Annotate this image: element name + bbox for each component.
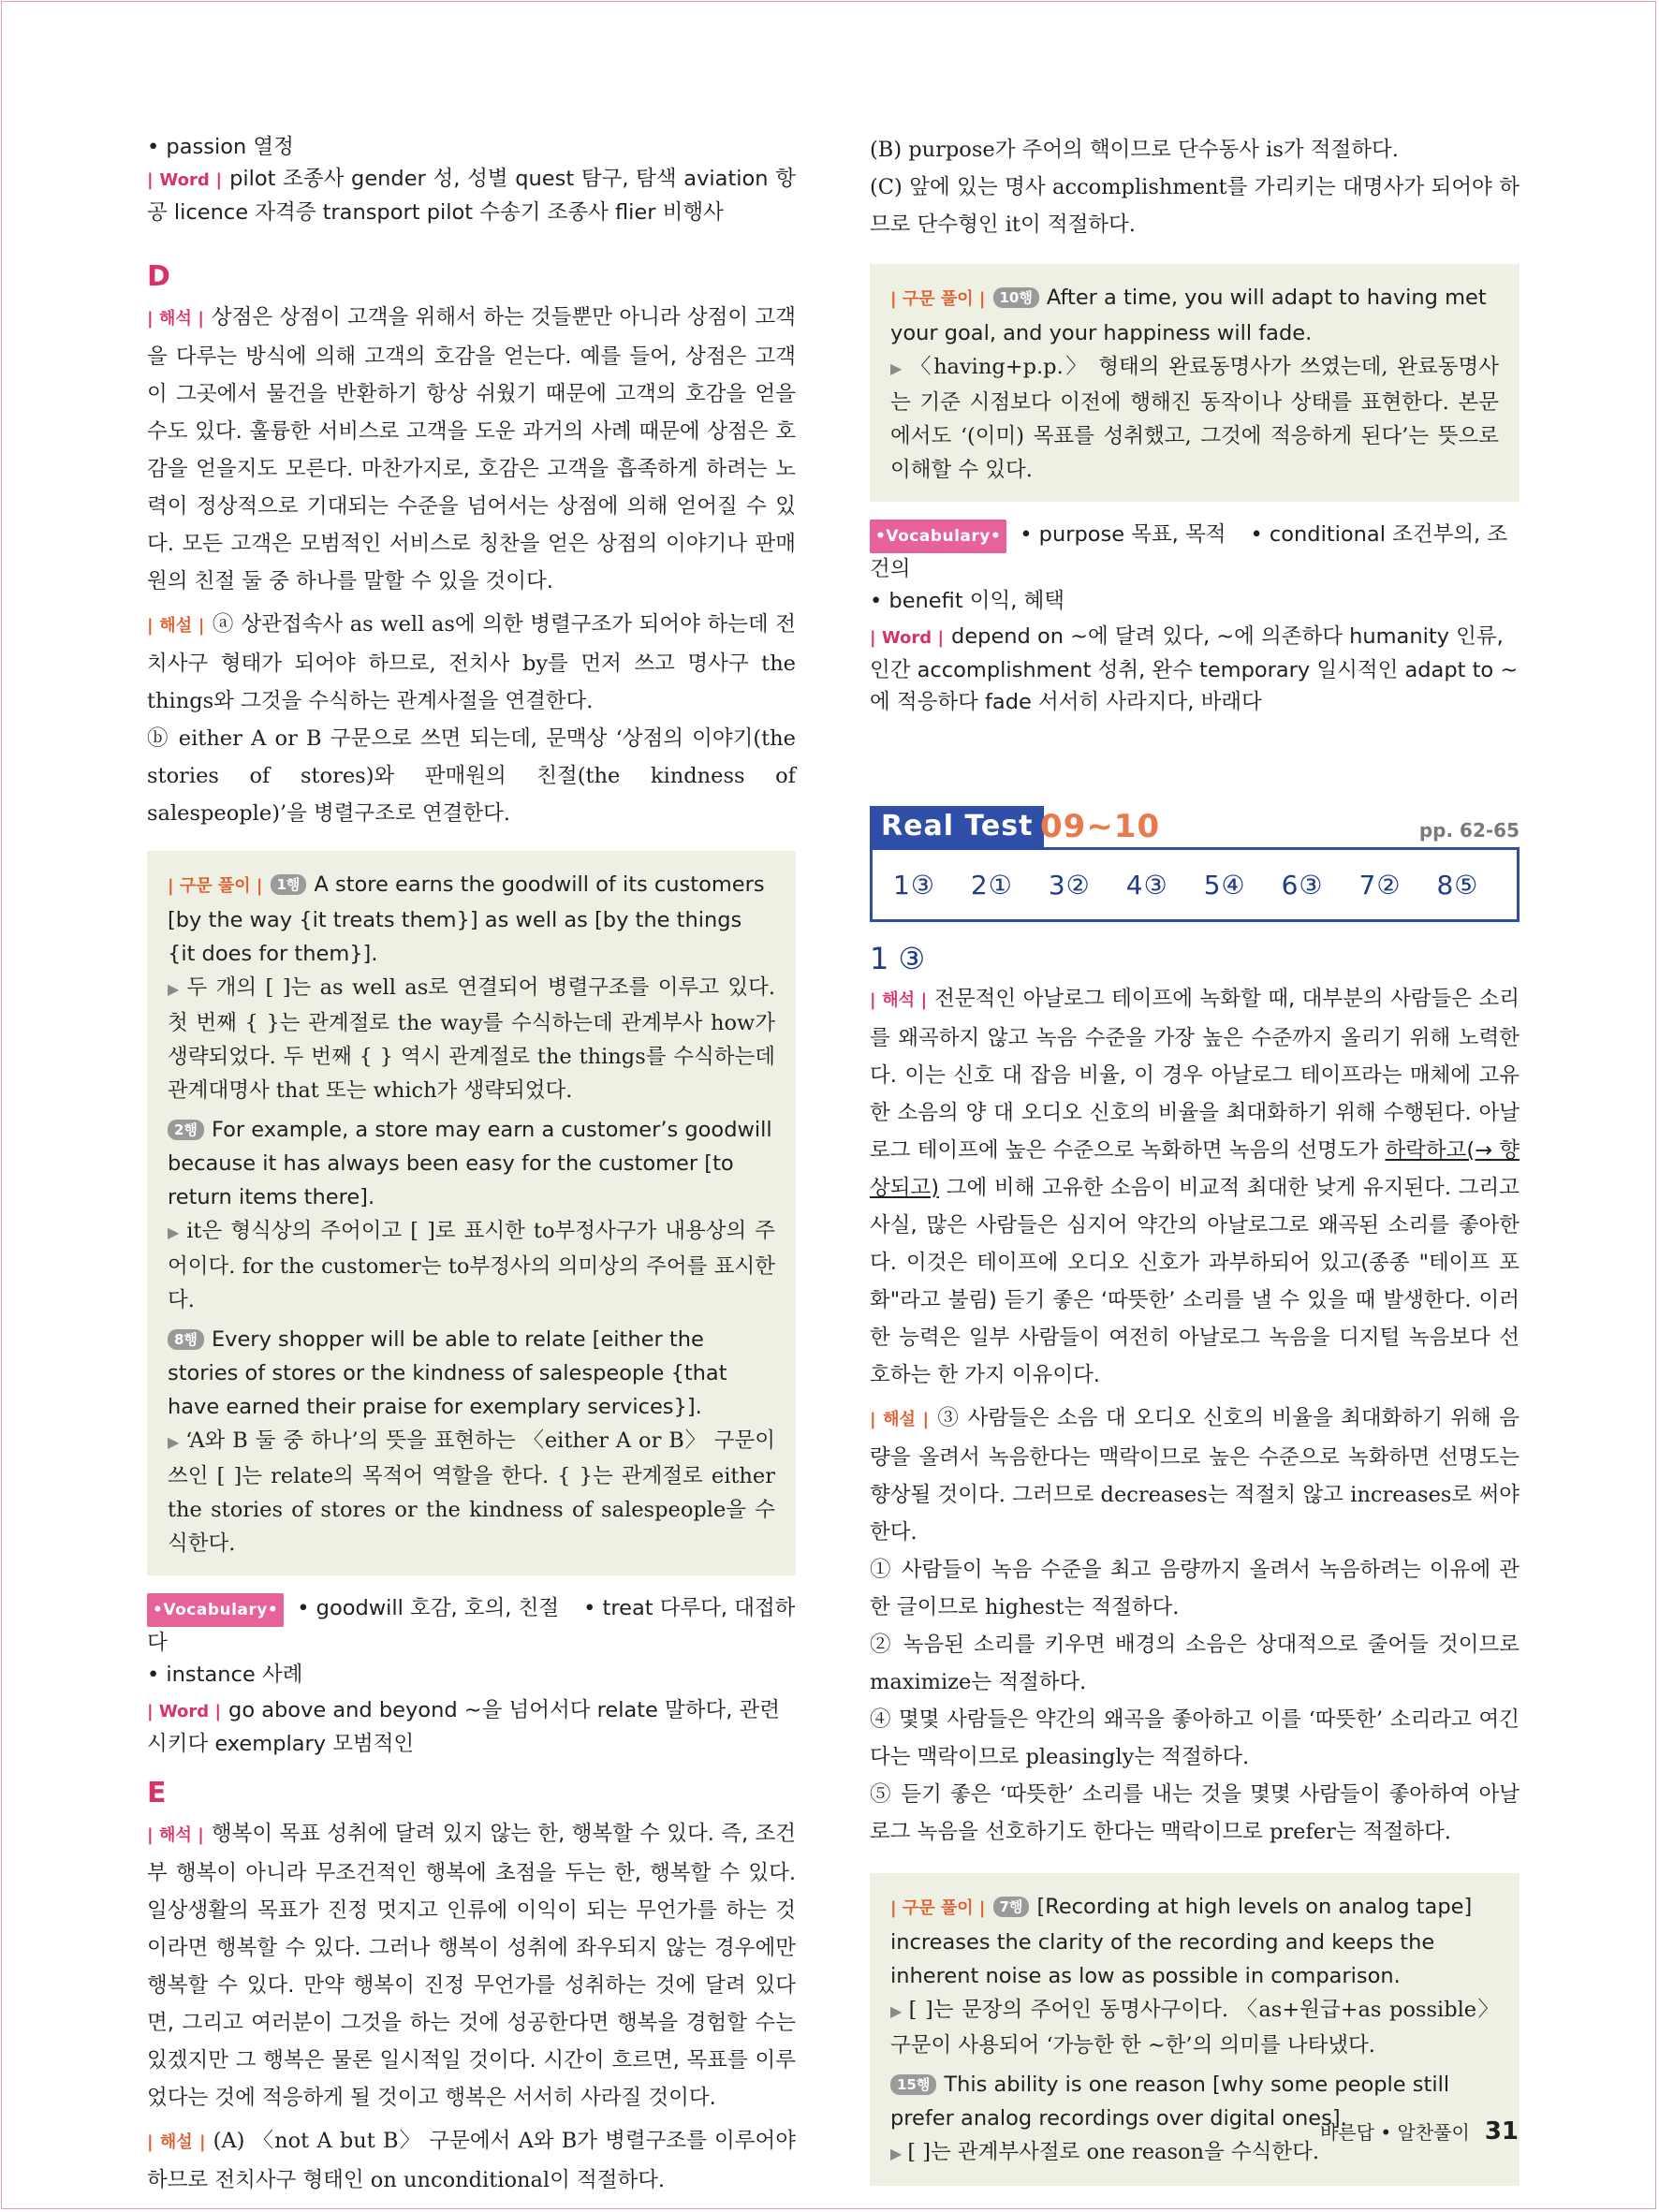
word-list-3 [870, 621, 1520, 718]
d-syntax-1 [168, 868, 775, 971]
word-list-2-text: go above and beyond ~을 넘어서다 relate 말하다, 관련시키다 exemplary 모범적인 [147, 1698, 781, 1756]
q1-syntax-1-note [890, 1993, 1499, 2062]
d-translation-text: 상점은 상점이 고객을 위해서 하는 것들뿐만 아니라 상점이 고객을 다루는 방식에 의해 고객의 호감을 얻는다. 예를 들어, 상점은 고객이 그곳에서 물건을 반환하기 항상 쉬웠기 때문에 고객의 호감을 얻을 수도 있다. 훌륭한 서비스로 고객을 도운 과거의 사례 때문에 상점은 호감을 얻을지도 모른다. 마찬가지로, 호감은 고객을 흡족하게 하려는 노력이 정상적으로 기대되는 수준을 넘어서는 상점에 의해 얻어질 수 있다. 모든 고객은 모범적인 서비스로 칭찬을 얻은 상점의 이야기나 판매원의 친절 둘 중 하나를 말할 수 있을 것이다. [147, 305, 796, 593]
footer-label: 바른답 • 알찬풀이 [1320, 2121, 1470, 2144]
syntax-sentence: Every shopper will be able to relate [either the stories of stores or the kindness of salespeople {that have earned their praise for exemplary services}]. [168, 1327, 727, 1419]
syntax-note: [ ]는 관계부사절로 one reason을 수식한다. [907, 2140, 1320, 2164]
q1-translation [870, 980, 1520, 1394]
syntax-sentence: After a time, you will adapt to having met your goal, and your happiness will fade. [890, 286, 1487, 345]
vocab-item: • goodwill 호감, 호의, 친절 [297, 1596, 560, 1620]
e-translation-text: 행복이 목표 성취에 달려 있지 않는 한, 행복할 수 있다. 즉, 조건부 행복이 아니라 무조건적인 행복에 초점을 두는 한, 행복할 수 있다. 일상생활의 목표가 진정 멋지고 인류에 이익이 되는 무언가를 하는 것이라면 행복할 수 있다. 그러나 행복이 성취에 좌우되지 않는 경우에만 행복할 수 있다. 만약 행복이 진정 무언가를 성취하는 것에 달려 있다면, 그리고 여러분이 그것을 하는 것에 성공한다면 행복을 경험할 수는 있겠지만 그 행복은 물론 일시적일 것이다. 시간이 흐르면, 목표를 이루었다는 것에 적응하게 될 것이고 행복은 서서히 사라질 것이다. [147, 1822, 796, 2110]
word-list-3-text: depend on ~에 달려 있다, ~에 의존하다 humanity 인류, 인간 accomplishment 성취, 완수 temporary 일시적인 adapt to ~에 적응하다 fade 서서히 사라지다, 바래다 [870, 624, 1519, 714]
e-syntax-1 [890, 281, 1499, 350]
explanation-tag: | 해설 | [870, 1410, 930, 1429]
arrow-icon: ▶ [168, 1223, 182, 1241]
syntax-note: ‘A와 B 둘 중 하나’의 뜻을 표현하는 〈either A or B〉 구문이 쓰인 [ ]는 relate의 목적어 역할을 한다. { }는 관계절로 either the stories of stores or the kindness of salespeople을 수식한다. [168, 1428, 775, 1556]
q1-explanation-1: ① 사람들이 녹음 수준을 최고 음량까지 올려서 녹음하려는 이유에 관한 글이므로 highest는 적절하다. [870, 1558, 1520, 1619]
e-syntax-1-note [890, 350, 1499, 487]
word-list-1-text: pilot 조종사 gender 성, 성별 quest 탐구, 탐색 aviation 항공 licence 자격증 transport pilot 수송기 조종사 flier 비행사 [147, 167, 796, 225]
question-1-heading: 1 ③ [870, 941, 926, 976]
line-badge: 1행 [271, 874, 307, 895]
real-test-range: 09~10 [1040, 808, 1161, 845]
d-syntax-2-note [168, 1214, 775, 1317]
translation-tag: | 해석 | [147, 1825, 204, 1845]
syntax-tag: | 구문 풀이 | [890, 1898, 986, 1918]
vocab-item: • treat 다루다, 대접하다 [147, 1596, 796, 1655]
answer-item: 4③ [1125, 869, 1168, 901]
left-column [147, 131, 796, 2199]
section-e-heading: E [147, 1777, 167, 1809]
e-vocabulary [870, 519, 1520, 617]
answer-key-box [870, 847, 1520, 922]
syntax-sentence: For example, a store may earn a customer’s goodwill because it has always been easy for the customer [to return items there]. [168, 1118, 772, 1209]
syntax-sentence: This ability is one reason [why some people still prefer analog recordings over digital ones]. [890, 2073, 1450, 2131]
syntax-note: it은 형식상의 주어이고 [ ]로 표시한 to부정사구가 내용상의 주어이다. for the customer는 to부정사의 의미상의 주어를 표시한다. [168, 1219, 775, 1312]
answer-item: 6③ [1281, 869, 1324, 901]
answer-item: 7② [1358, 869, 1402, 901]
real-test-title: Real Test [870, 806, 1044, 847]
q1-explanation-5: ⑤ 듣기 좋은 ‘따뜻한’ 소리를 내는 것을 몇몇 사람들이 좋아하여 아날로그 녹음을 선호하기도 한다는 맥락이므로 prefer는 적절하다. [870, 1782, 1520, 1844]
arrow-icon: ▶ [168, 1433, 181, 1451]
syntax-tag: | 구문 풀이 | [890, 289, 986, 309]
section-d-heading: D [147, 260, 170, 293]
word-list-2 [147, 1694, 796, 1760]
syntax-note: [ ]는 문장의 주어인 동명사구이다. 〈as+원급+as possible〉 구문이 사용되어 ‘가능한 한 ~한’의 의미를 나타냈다. [890, 1998, 1499, 2058]
d-explanation-b: ⓑ either A or B 구문으로 쓰면 되는데, 문맥상 ‘상점의 이야기(the stories of stores)와 판매원의 친절(the kindness of salespeople)’을 병렬구조로 연결한다. [147, 726, 796, 826]
syntax-sentence: A store earns the goodwill of its customers [by the way {it treats them}] as well as [by the things {it does for them}]. [168, 872, 765, 966]
e-syntax-box [870, 264, 1520, 502]
d-syntax-1-note [168, 971, 775, 1107]
passion-item: • passion 열정 [147, 135, 294, 159]
d-syntax-3-note [168, 1424, 775, 1560]
arrow-icon: ▶ [168, 980, 182, 998]
syntax-sentence: [Recording at high levels on analog tape] increases the clarity of the recording and keeps the inherent noise as low as possible in comparison. [890, 1895, 1473, 1988]
d-syntax-2 [168, 1113, 775, 1214]
q1-translation-part: 전문적인 아날로그 테이프에 녹화할 때, 대부분의 사람들은 소리를 왜곡하지 않고 녹음 수준을 가장 높은 수준까지 올리기 위해 노력한다. 이는 신호 대 잡음 비율, 이 경우 아날로그 테이프라는 매체에 고유한 소음의 양 대 오디오 신호의 비율을 최대화하기 위해 수행된다. 아날로그 테이프에 높은 수준으로 녹화하면 녹음의 선명도가 [870, 987, 1520, 1163]
right-column [870, 131, 1520, 2186]
line-badge: 10행 [993, 287, 1039, 308]
syntax-note: 〈having+p.p.〉 형태의 완료동명사가 쓰였는데, 완료동명사는 기준 시점보다 이전에 행해진 동작이나 상태를 표현한다. 본문에서도 ‘(이미) 목표를 성취했고, 그것에 적응하게 된다’는 뜻으로 이해할 수 있다. [890, 355, 1499, 482]
line-badge: 2행 [168, 1120, 204, 1140]
arrow-icon: ▶ [890, 2002, 903, 2020]
d-translation [147, 299, 796, 600]
answer-item: 2① [970, 869, 1013, 901]
vocab-item: • instance 사례 [147, 1663, 303, 1687]
explanation-tag: | 해설 | [147, 616, 205, 636]
d-explanation-a-text: ⓐ 상관접속사 as well as에 의한 병렬구조가 되어야 하는데 전치사구 형태가 되어야 하므로, 전치사 by를 먼저 쓰고 명사구 the things와 그것을 수식하는 관계사절을 연결한다. [147, 612, 796, 713]
arrow-icon: ▶ [890, 2145, 903, 2162]
d-syntax-box [147, 851, 796, 1575]
vocab-item: • benefit 이익, 혜택 [870, 589, 1065, 613]
page-footer [1320, 2117, 1519, 2146]
answer-item: 8⑤ [1436, 869, 1479, 901]
vocabulary-tag: •Vocabulary• [147, 1593, 284, 1627]
line-badge: 7행 [993, 1897, 1030, 1917]
vocabulary-tag: •Vocabulary• [870, 520, 1006, 553]
translation-tag: | 해석 | [870, 990, 928, 1010]
word-list-1 [147, 163, 796, 228]
real-test-pages: pp. 62-65 [1418, 819, 1520, 842]
line-badge: 15행 [890, 2074, 936, 2095]
line-badge: 8행 [168, 1329, 204, 1350]
explanation-tag: | 해설 | [147, 2132, 206, 2152]
vocab-item: • purpose 목표, 목적 [1020, 522, 1226, 547]
arrow-icon: ▶ [890, 359, 904, 377]
e-explanation-a [147, 2122, 796, 2199]
vocab-item: • conditional 조건부의, 조건의 [870, 522, 1508, 581]
e-translation [147, 1815, 796, 2117]
page-number: 31 [1484, 2117, 1519, 2146]
q1-translation-part: 그에 비해 고유한 소음이 비교적 최대한 낮게 유지된다. 그리고 사실, 많은 사람들은 심지어 약간의 아날로그로 왜곡된 소리를 좋아한다. 이것은 테이프에 오디오 신호가 과부하되어 있고(종종 "테이프 포화"라고 불림) 듣기 좋은 ‘따뜻한’ 소리를 낼 수 있을 때 발생한다. 이러한 능력은 일부 사람들이 여전히 아날로그 녹음을 디지털 녹음보다 선호하는 한 가지 이유이다. [870, 1176, 1520, 1387]
syntax-note: 두 개의 [ ]는 as well as로 연결되어 병렬구조를 이루고 있다. 첫 번째 { }는 관계절로 the way를 수식하는데 관계부사 how가 생략되었다. 두 번째 { } 역시 관계절로 the things를 수식하는데 관계대명사 that 또는 which가 생략되었다. [168, 975, 775, 1103]
e-explanation-a-text: (A) 〈not A but B〉 구문에서 A와 B가 병렬구조를 이루어야 하므로 전치사구 형태인 on unconditional이 적절하다. [147, 2129, 797, 2192]
syntax-tag: | 구문 풀이 | [168, 876, 263, 896]
answer-item: 1③ [893, 869, 935, 901]
d-vocabulary [147, 1592, 796, 1691]
d-syntax-3 [168, 1323, 775, 1424]
real-test-header [870, 806, 1520, 847]
answer-item: 5④ [1203, 869, 1246, 901]
d-explanation-a [147, 606, 796, 720]
e-explanation-c: (C) 앞에 있는 명사 accomplishment를 가리키는 대명사가 되어야 하므로 단수형인 it이 적절하다. [870, 175, 1520, 237]
word-tag: | Word | [147, 170, 223, 190]
translation-tag: | 해석 | [147, 309, 204, 329]
q1-explanation-2: ② 녹음된 소리를 키우면 배경의 소음은 상대적으로 줄어들 것이므로 maximize는 적절하다. [870, 1633, 1520, 1694]
answer-item: 3② [1048, 869, 1091, 901]
e-explanation-b: (B) purpose가 주어의 핵이므로 단수동사 is가 적절하다. [870, 138, 1399, 162]
word-tag: | Word | [147, 1702, 222, 1721]
q1-explanation [870, 1399, 1520, 1551]
q1-syntax-1 [890, 1890, 1499, 1993]
q1-explanation-text: ③ 사람들은 소음 대 오디오 신호의 비율을 최대화하기 위해 음량을 올려서 녹음한다는 맥락이므로 높은 수준으로 녹화하면 선명도는 향상될 것이다. 그러므로 decreases는 적절치 않고 increases로 써야 한다. [870, 1406, 1520, 1545]
q1-translation-underlined: 하락하고(→ 향상되고) [870, 1138, 1520, 1200]
q1-explanation-4: ④ 몇몇 사람들은 약간의 왜곡을 좋아하고 이를 ‘따뜻한’ 소리라고 여긴다는 맥락이므로 pleasingly는 적절하다. [870, 1707, 1520, 1769]
word-tag: | Word | [870, 628, 945, 648]
